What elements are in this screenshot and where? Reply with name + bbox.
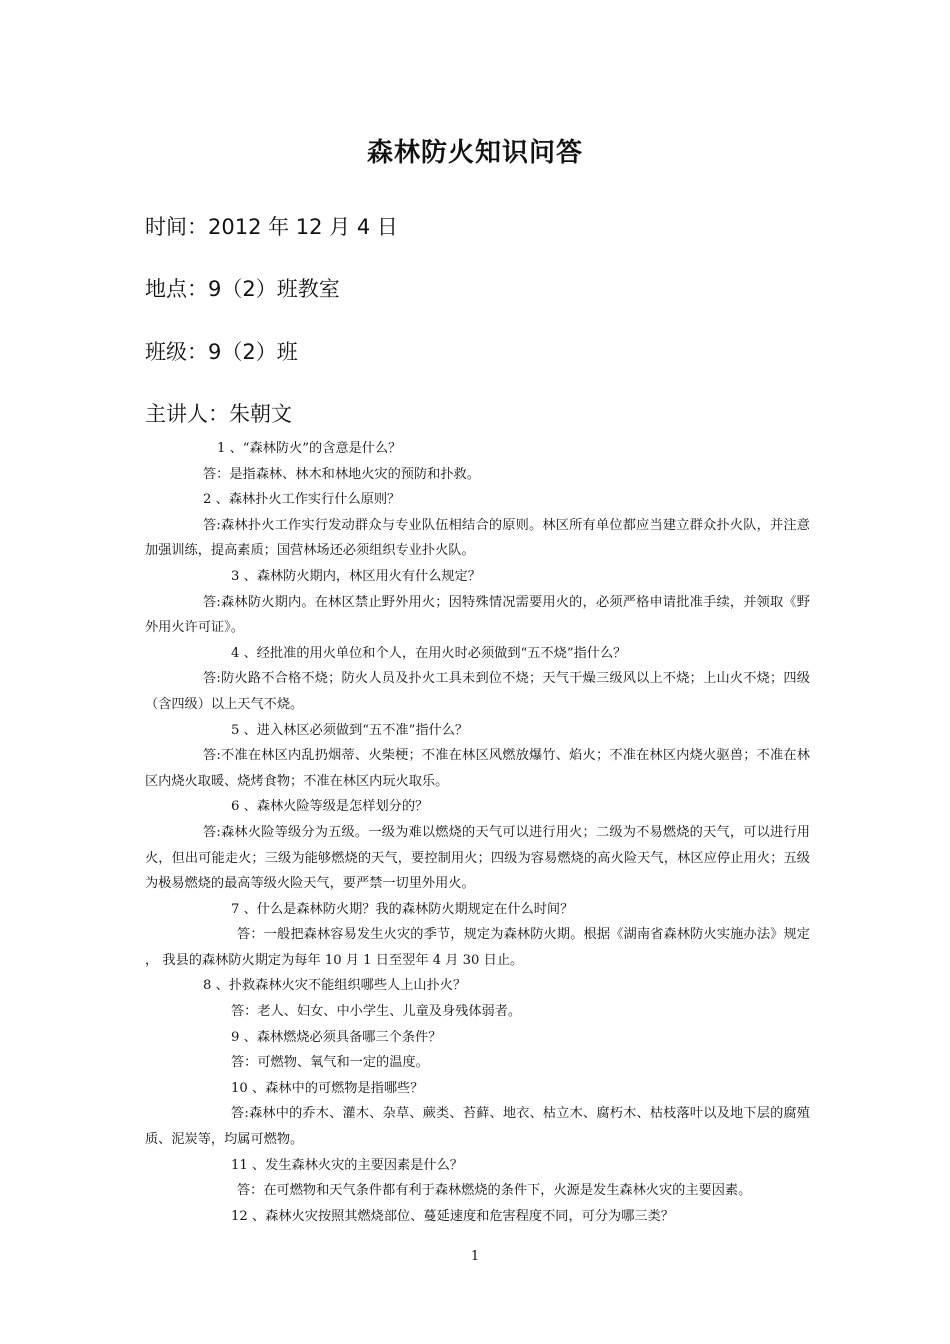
answer-text: 答:森林中的乔木、灌木、杂草、蕨类、苔藓、地衣、枯立木、腐朽木、枯枝落叶以及地下层的腐殖质、泥炭等，均属可燃物。 [145, 1106, 810, 1148]
meta-speaker-value: 朱朝文 [229, 402, 292, 426]
question-text: 2 、森林扑火工作实行什么原则？ [203, 492, 401, 508]
answer-text: 答：一般把森林容易发生火灾的季节，规定为森林防火期。根据《湖南省森林防火实施办法》规定 ， 我县的森林防火期定为每年 10 月 1 日至翌年 4 月 30 日止。 [145, 927, 810, 968]
answer-text: 答：是指森林、林木和林地火灾的预防和扑救。 [203, 466, 480, 482]
answer-text: 答:不准在林区内乱扔烟蒂、火柴梗；不准在林区风燃放爆竹、焰火；不准在林区内烧火驱兽；不准在林区内烧火取暖、烧烤食物；不准在林区内玩火取乐。 [145, 748, 810, 789]
answer-text: 答:森林防火期内。在林区禁止野外用火；因特殊情况需要用火的，必须严格申请批准手续，并领取《野外用火许可证》。 [145, 594, 810, 636]
meta-class-label: 班级： [145, 340, 208, 364]
meta-class [145, 336, 298, 366]
meta-location [145, 273, 340, 303]
meta-time [145, 211, 398, 241]
question-text: 10 、森林中的可燃物是指哪些？ [231, 1080, 424, 1096]
answer-text: 答：可燃物、氧气和一定的温度。 [231, 1055, 429, 1071]
question-text: 4 、经批准的用火单位和个人，在用火时必须做到“五不烧”指什么？ [231, 645, 627, 661]
qa-list [145, 436, 810, 1229]
question-text: 8 、扑救森林火灾不能组织哪些人上山扑火？ [203, 978, 467, 994]
meta-time-value: 2012 年 12 月 4 日 [208, 215, 398, 239]
question-text: 7 、什么是森林防火期？我的森林防火期规定在什么时间？ [231, 901, 574, 917]
page-title: 森林防火知识问答 [366, 138, 583, 168]
question-text: 9 、森林燃烧必须具备哪三个条件？ [231, 1029, 442, 1045]
answer-text: 答:防火路不合格不烧；防火人员及扑火工具未到位不烧；天气干燥三级风以上不烧；上山火不烧；四级（含四级）以上天气不烧。 [145, 671, 810, 712]
answer-text: 答：在可燃物和天气条件都有利于森林燃烧的条件下，火源是发生森林火灾的主要因素。 [237, 1183, 752, 1199]
question-text: 11 、发生森林火灾的主要因素是什么？ [231, 1157, 463, 1173]
question-text: 12 、森林火灾按照其燃烧部位、蔓延速度和危害程度不同，可分为哪三类？ [231, 1208, 674, 1224]
question-text: 3 、森林防火期内，林区用火有什么规定？ [231, 568, 481, 584]
answer-text: 答:森林扑火工作实行发动群众与专业队伍相结合的原则。林区所有单位都应当建立群众扑火队，并注意加强训练，提高素质；国营林场还必须组织专业扑火队。 [145, 517, 810, 559]
question-text: 5 、进入林区必须做到“五不准”指什么？ [231, 722, 469, 738]
meta-class-value: 9（2）班 [208, 340, 298, 364]
question-text: 6 、森林火险等级是怎样划分的？ [231, 799, 429, 815]
meta-location-label: 地点： [145, 277, 208, 301]
answer-text: 答：老人、妇女、中小学生、儿童及身残体弱者。 [231, 1004, 522, 1020]
meta-speaker [145, 398, 292, 428]
meta-time-label: 时间： [145, 215, 208, 239]
answer-text: 答:森林火险等级分为五级。一级为难以燃烧的天气可以进行用火；二级为不易燃烧的天气，可以进行用火，但出可能走火；三级为能够燃烧的天气，要控制用火；四级为容易燃烧的高火险天气，林区应停止用火；五级为极易燃烧的最高等级火险天气，要严禁一切里外用火。 [145, 824, 810, 892]
meta-speaker-label: 主讲人： [145, 402, 229, 426]
meta-location-value: 9（2）班教室 [208, 277, 340, 301]
page-number: 1 [470, 1249, 480, 1264]
question-text: 1 、“森林防火”的含意是什么？ [217, 441, 402, 456]
